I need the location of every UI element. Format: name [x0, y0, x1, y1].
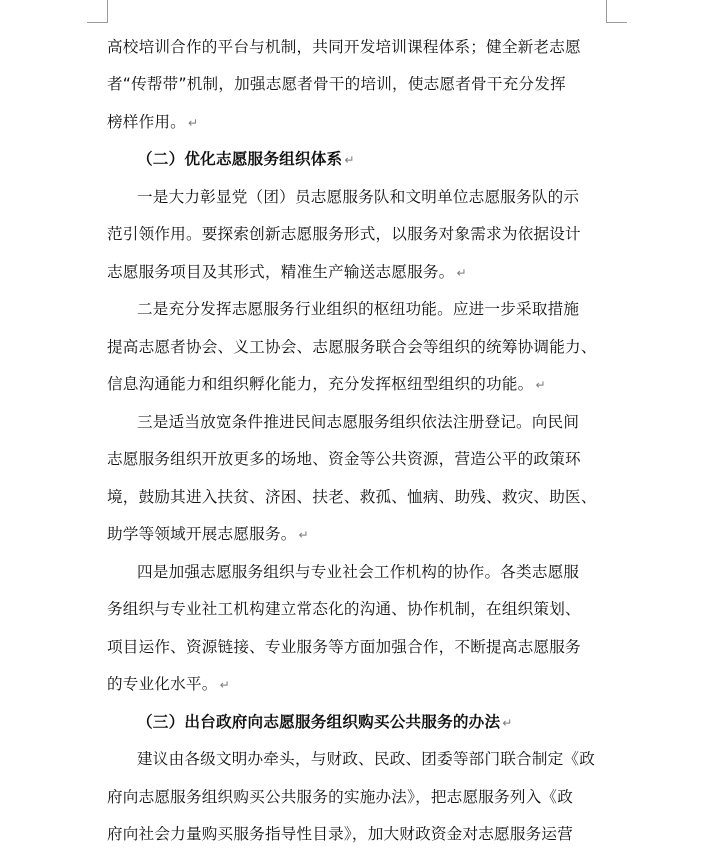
paragraph-line: 提高志愿者协会、义工协会、志愿服务联合会等组织的统筹协调能力、: [107, 338, 597, 356]
paragraph-line: 信息沟通能力和组织孵化能力，充分发挥枢纽型组织的功能。 ↵: [107, 375, 546, 393]
paragraph-line: 榜样作用。 ↵: [107, 113, 199, 131]
paragraph-mark-icon: ↵: [344, 153, 355, 167]
paragraph-line: 务组织与专业社工机构建立常态化的沟通、协作机制，在组织策划、: [107, 600, 581, 618]
paragraph-mark-icon: ↵: [219, 678, 230, 692]
paragraph-line: 项目运作、资源链接、专业服务等方面加强合作，不断提高志愿服务: [107, 638, 581, 656]
page-corner-mark-right: [606, 0, 627, 23]
paragraph-line: 志愿服务组织开放更多的场地、资金等公共资源，营造公平的政策环: [107, 450, 581, 468]
paragraph-line: 府向社会力量购买服务指导性目录》，加大财政资金对志愿服务运营: [107, 825, 574, 843]
page-corner-mark-left: [87, 0, 108, 23]
paragraph-line: 助学等领域开展志愿服务。 ↵: [107, 525, 309, 543]
section-heading: （三）出台政府向志愿服务组织购买公共服务的办法 ↵: [137, 713, 513, 731]
paragraph-line: 二是充分发挥志愿服务行业组织的枢纽功能。应进一步采取措施: [137, 300, 580, 318]
paragraph-line: 建议由各级文明办牵头，与财政、民政、团委等部门联合制定《政: [137, 750, 596, 768]
paragraph-line: 高校培训合作的平台与机制，共同开发培训课程体系；健全新老志愿: [107, 38, 581, 56]
paragraph-line: 的专业化水平。 ↵: [107, 675, 230, 693]
section-heading: （二）优化志愿服务组织体系 ↵: [137, 150, 355, 168]
paragraph-mark-icon: ↵: [298, 528, 309, 542]
paragraph-line: 范引领作用。要探索创新志愿服务形式，以服务对象需求为依据设计: [107, 225, 581, 243]
paragraph-mark-icon: ↵: [456, 266, 467, 280]
paragraph-mark-icon: ↵: [502, 716, 513, 730]
paragraph-mark-icon: ↵: [187, 116, 199, 130]
paragraph-line: 者“传帮带”机制，加强志愿者骨干的培训，使志愿者骨干充分发挥: [107, 75, 566, 93]
paragraph-line: 府向志愿服务组织购买公共服务的实施办法》，把志愿服务列入《政: [107, 788, 574, 806]
paragraph-line: 一是大力彰显党（团）员志愿服务队和文明单位志愿服务队的示: [137, 188, 580, 206]
paragraph-mark-icon: ↵: [535, 378, 546, 392]
paragraph-line: 境，鼓励其进入扶贫、济困、扶老、救孤、恤病、助残、救灾、助医、: [107, 488, 597, 506]
paragraph-line: 四是加强志愿服务组织与专业社会工作机构的协作。各类志愿服: [137, 563, 580, 581]
paragraph-line: 三是适当放宽条件推进民间志愿服务组织依法注册登记。向民间: [137, 413, 580, 431]
paragraph-line: 志愿服务项目及其形式，精准生产输送志愿服务。 ↵: [107, 263, 467, 281]
